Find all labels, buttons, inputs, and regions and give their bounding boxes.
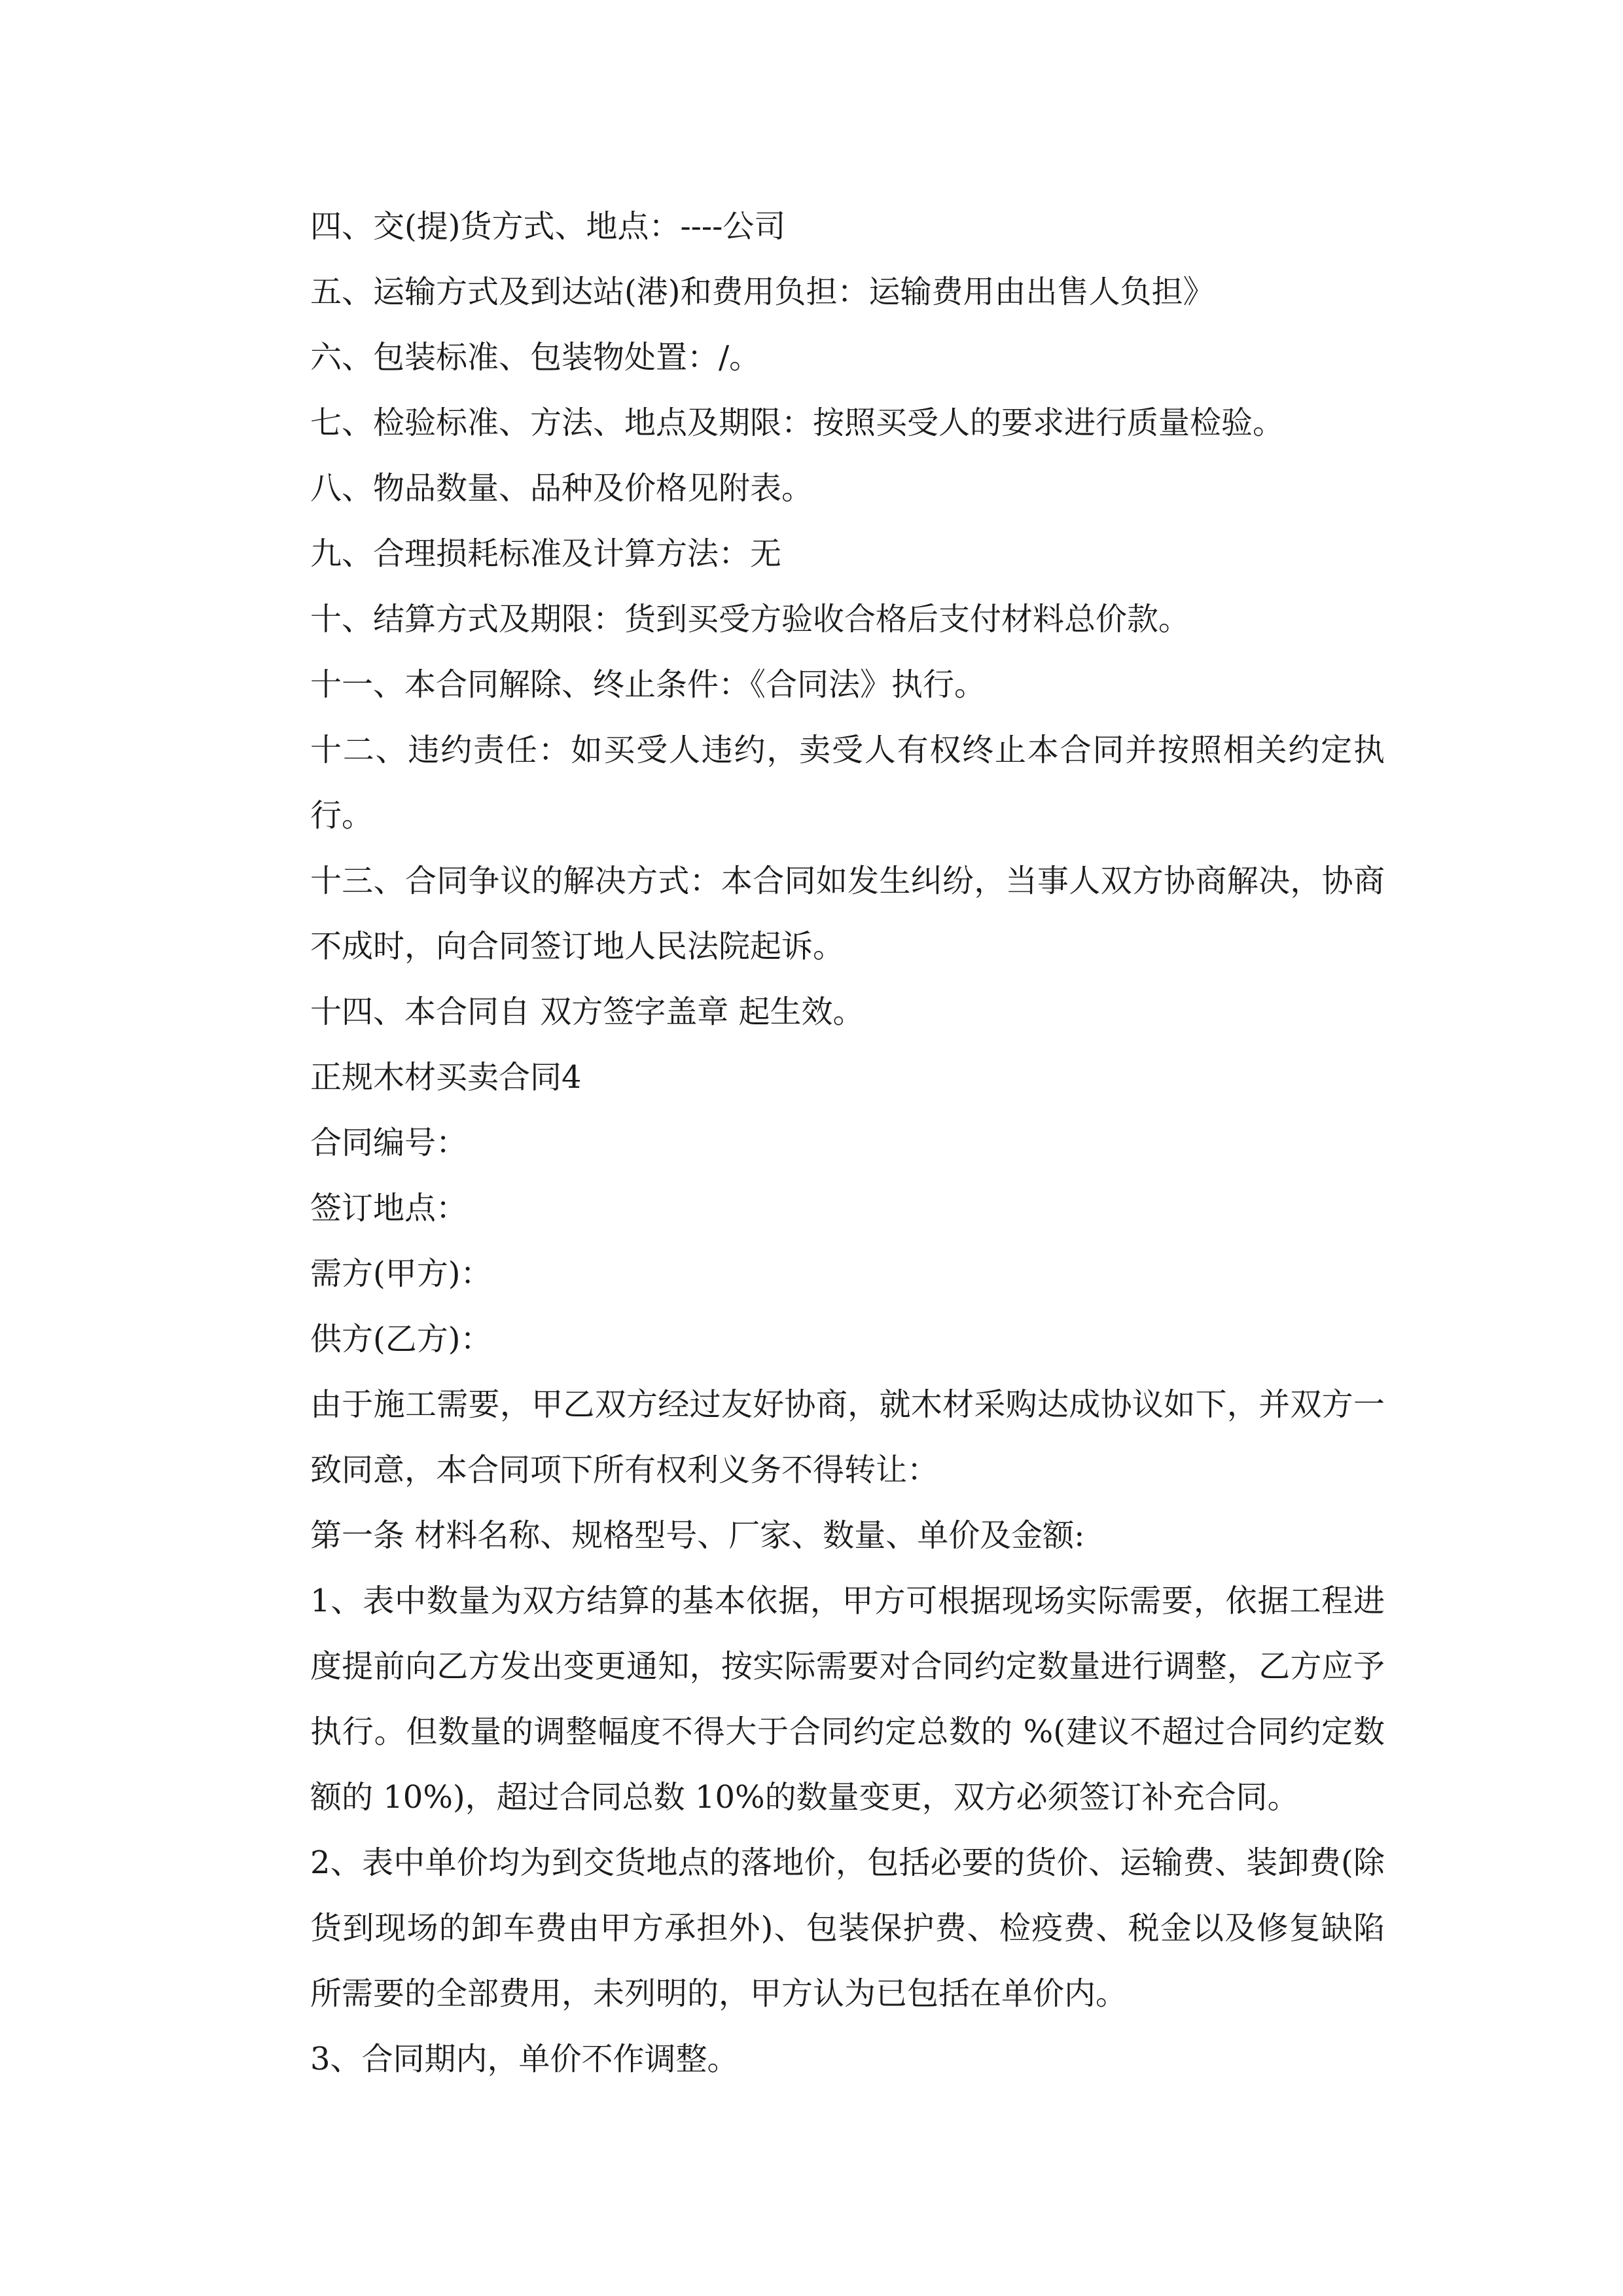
clause-6: 六、包装标准、包装物处置：/。: [310, 339, 761, 376]
clause-11: 十一、本合同解除、终止条件：《合同法》执行。: [310, 666, 986, 703]
clause-7: 七、检验标准、方法、地点及期限：按照买受人的要求进行质量检验。: [310, 404, 1285, 441]
contract-title: 正规木材买卖合同4: [310, 1059, 582, 1096]
party-b-label: 供方(乙方)：: [310, 1321, 492, 1357]
article-1-heading: 第一条 材料名称、规格型号、厂家、数量、单价及金额:: [310, 1517, 1085, 1554]
contract-preamble: 由于施工需要，甲乙双方经过友好协商，就木材采购达成协议如下，并双方一致同意，本合同项下所有权利义务不得转让：: [310, 1386, 1385, 1488]
sign-place-label: 签订地点：: [310, 1190, 468, 1227]
document-body: [243, 194, 1385, 2092]
party-a-label: 需方(甲方)：: [310, 1255, 492, 1292]
article-1-item-3: 3、合同期内，单价不作调整。: [310, 2041, 739, 2077]
contract-number-label: 合同编号：: [310, 1124, 468, 1161]
clause-5: 五、运输方式及到达站(港)和费用负担：运输费用由出售人负担》: [310, 274, 1215, 310]
clause-4: 四、交(提)货方式、地点：----公司: [310, 208, 786, 245]
article-1-item-2: 2、表中单价均为到交货地点的落地价，包括必要的货价、运输费、装卸费(除货到现场的卸车费由甲方承担外)、包装保护费、检疫费、税金以及修复缺陷所需要的全部费用，未列明的，甲方认为已包括在单价内。: [310, 1844, 1385, 2012]
clause-8: 八、物品数量、品种及价格见附表。: [310, 470, 813, 507]
clause-12: 十二、违约责任：如买受人违约，卖受人有权终止本合同并按照相关约定执行。: [310, 732, 1385, 834]
clause-14: 十四、本合同自 双方签字盖章 起生效。: [310, 994, 865, 1030]
clause-13: 十三、合同争议的解决方式：本合同如发生纠纷，当事人双方协商解决，协商不成时，向合同签订地人民法院起诉。: [310, 863, 1385, 965]
clause-9: 九、合理损耗标准及计算方法：无: [310, 535, 782, 572]
clause-10: 十、结算方式及期限：货到买受方验收合格后支付材料总价款。: [310, 601, 1190, 637]
article-1-item-1: 1、表中数量为双方结算的基本依据，甲方可根据现场实际需要，依据工程进度提前向乙方发出变更通知，按实际需要对合同约定数量进行调整，乙方应予执行。但数量的调整幅度不得大于合同约定总数的 %(建议不超过合同约定数额的 10%)，超过合同总数 10%的数量变更，双方必须签订补充合同。: [310, 1583, 1385, 1816]
